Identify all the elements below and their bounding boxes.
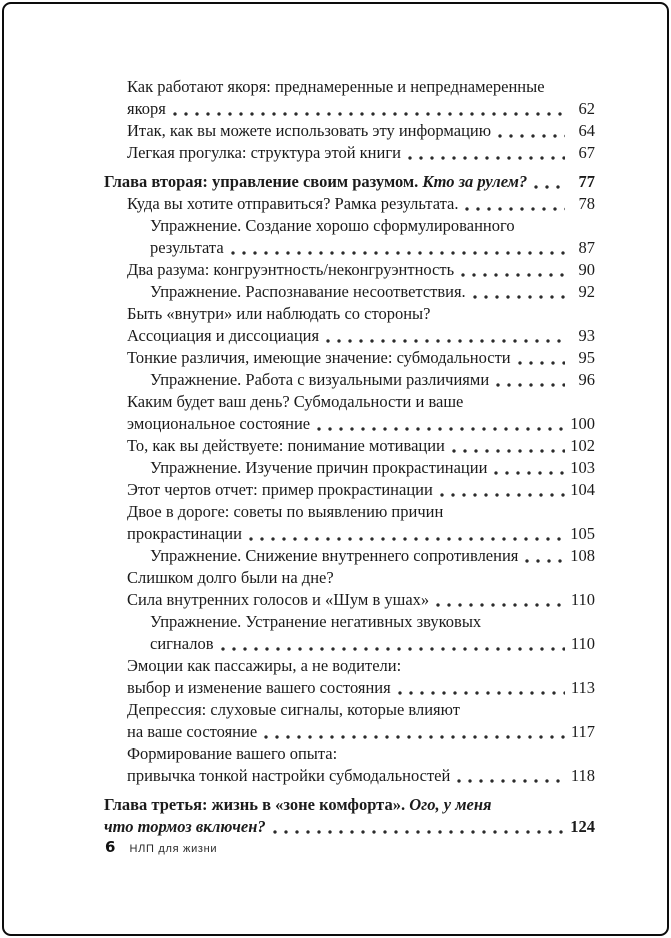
dot-leader bbox=[264, 735, 565, 739]
toc-entry-title: Упражнение. Изучение причин прокрастинации bbox=[150, 458, 488, 477]
page-number: 124 bbox=[570, 817, 595, 836]
toc-entry-title: Быть «внутри» или наблюдать со стороны? bbox=[127, 304, 431, 323]
dot-leader bbox=[317, 427, 565, 431]
toc-entry-title: Как работают якоря: преднамеренные и непреднамеренные bbox=[127, 77, 545, 96]
toc-entry-last-line bbox=[150, 633, 595, 655]
toc-entry bbox=[104, 479, 595, 501]
toc-entry-text-line bbox=[150, 215, 595, 237]
dot-leader bbox=[231, 251, 565, 255]
toc-entry bbox=[104, 76, 595, 120]
dot-leader bbox=[494, 471, 565, 475]
toc-entry-text-line bbox=[127, 501, 595, 523]
toc-entry-title: выбор и изменение вашего состояния bbox=[127, 678, 391, 697]
toc-entry-title: привычка тонкой настройки субмодальностей bbox=[127, 766, 451, 785]
dot-leader bbox=[525, 559, 565, 563]
toc-entry-last-line bbox=[127, 347, 595, 369]
dot-leader bbox=[461, 273, 565, 277]
page-number: 92 bbox=[578, 282, 595, 301]
folio-page-number: 6 bbox=[105, 838, 116, 856]
toc-entry-title: Этот чертов отчет: пример прокрастинации bbox=[127, 480, 433, 499]
page-number: 110 bbox=[570, 590, 595, 609]
toc-entry-title: Итак, как вы можете использовать эту информацию bbox=[127, 121, 492, 140]
toc-entry-last-line bbox=[104, 171, 595, 193]
toc-entry-last-line bbox=[127, 142, 595, 164]
toc-entry-title: Сила внутренних голосов и «Шум в ушах» bbox=[127, 590, 430, 609]
toc-entry-title: Формирование вашего опыта: bbox=[127, 744, 338, 763]
toc-entry-last-line bbox=[150, 281, 595, 303]
dot-leader bbox=[534, 185, 565, 189]
toc-entry bbox=[104, 347, 595, 369]
toc-entry-last-line bbox=[150, 369, 595, 391]
page-number: 90 bbox=[578, 260, 595, 279]
toc-entry-text-line bbox=[150, 611, 595, 633]
toc-entry-title: Депрессия: слуховые сигналы, которые влияют bbox=[127, 700, 460, 719]
page-number: 78 bbox=[578, 194, 595, 213]
toc-entry bbox=[104, 567, 595, 611]
toc-chapter-entry bbox=[104, 171, 595, 193]
toc-entry bbox=[104, 303, 595, 347]
toc-exercise-entry bbox=[104, 281, 595, 303]
toc-entry-title: прокрастинации bbox=[127, 524, 242, 543]
toc-entry bbox=[104, 193, 595, 215]
page-number: 95 bbox=[578, 348, 595, 367]
toc-entry-title: Упражнение. Работа с визуальными различиями bbox=[150, 370, 490, 389]
toc-entry-last-line bbox=[150, 237, 595, 259]
toc-entry-title: эмоциональное состояние bbox=[127, 414, 311, 433]
running-title: НЛП для жизни bbox=[129, 843, 218, 855]
toc-entry-title: Упражнение. Устранение негативных звуковых bbox=[150, 612, 482, 631]
toc-entry-title-italic: Ого, у меня bbox=[409, 795, 492, 814]
toc-entry-title: Эмоции как пассажиры, а не водители: bbox=[127, 656, 402, 675]
page-number: 64 bbox=[578, 121, 595, 140]
dot-leader bbox=[440, 493, 565, 497]
toc-entry-last-line bbox=[127, 589, 595, 611]
toc-entry-last-line bbox=[127, 677, 595, 699]
toc-entry-title: Слишком долго были на дне? bbox=[127, 568, 334, 587]
dot-leader bbox=[452, 449, 565, 453]
toc-entry-last-line bbox=[127, 413, 595, 435]
dot-leader bbox=[173, 112, 565, 116]
toc-entry-title: То, как вы действуете: понимание мотивации bbox=[127, 436, 445, 455]
toc-entry-title: Два разума: конгруэнтность/неконгруэнтность bbox=[127, 260, 455, 279]
toc-exercise-entry bbox=[104, 611, 595, 655]
toc-entry bbox=[104, 743, 595, 787]
toc-entry-title: Глава вторая: управление своим разумом. Кто за рулем? bbox=[104, 172, 528, 191]
dot-leader bbox=[326, 339, 565, 343]
toc-entry-text-line bbox=[127, 303, 595, 325]
toc-entry-last-line bbox=[127, 523, 595, 545]
page-number: 103 bbox=[570, 458, 595, 477]
dot-leader bbox=[518, 361, 565, 365]
page-number: 117 bbox=[570, 722, 595, 741]
toc-entry-last-line bbox=[127, 325, 595, 347]
page-number: 118 bbox=[570, 766, 595, 785]
page-number: 104 bbox=[570, 480, 595, 499]
page-number: 67 bbox=[578, 143, 595, 162]
toc-entry bbox=[104, 699, 595, 743]
toc-exercise-entry bbox=[104, 369, 595, 391]
toc-entry-last-line bbox=[150, 457, 595, 479]
toc-entry bbox=[104, 142, 595, 164]
toc-entry-title: на ваше состояние bbox=[127, 722, 258, 741]
toc-chapter-entry bbox=[104, 794, 595, 838]
toc-entry-title: Упражнение. Распознавание несоответствия. bbox=[150, 282, 466, 301]
toc-entry-last-line bbox=[150, 545, 595, 567]
toc-entry bbox=[104, 435, 595, 457]
toc-entry-text-line bbox=[127, 699, 595, 721]
page-number: 96 bbox=[578, 370, 595, 389]
toc-entry bbox=[104, 391, 595, 435]
toc-entry-last-line bbox=[127, 193, 595, 215]
toc-entry bbox=[104, 259, 595, 281]
toc-entry-title: Легкая прогулка: структура этой книги bbox=[127, 143, 401, 162]
toc-entry-text-line bbox=[127, 76, 595, 98]
toc-exercise-entry bbox=[104, 545, 595, 567]
toc-entry-last-line bbox=[127, 479, 595, 501]
page-number: 105 bbox=[570, 524, 595, 543]
dot-leader bbox=[398, 691, 565, 695]
dot-leader bbox=[498, 134, 565, 138]
page-number: 77 bbox=[578, 172, 595, 191]
toc-entry bbox=[104, 655, 595, 699]
toc-entry-last-line bbox=[127, 120, 595, 142]
toc-entry-title: сигналов bbox=[150, 634, 214, 653]
toc-entry-last-line bbox=[127, 98, 595, 120]
toc-entry-title: Упражнение. Снижение внутреннего сопротивления bbox=[150, 546, 519, 565]
page-number: 113 bbox=[570, 678, 595, 697]
toc-entry-title: Ассоциация и диссоциация bbox=[127, 326, 320, 345]
toc-entry-title bbox=[104, 816, 266, 838]
dot-leader bbox=[273, 830, 565, 834]
toc-entry-title: Куда вы хотите отправиться? Рамка результата. bbox=[127, 194, 459, 213]
dot-leader bbox=[408, 156, 565, 160]
page-number: 100 bbox=[570, 414, 595, 433]
dot-leader bbox=[249, 537, 565, 541]
toc-entry-title: Каким будет ваш день? Субмодальности и ваше bbox=[127, 392, 464, 411]
toc-entry-text-line bbox=[127, 743, 595, 765]
dot-leader bbox=[436, 603, 565, 607]
page-number: 87 bbox=[578, 238, 595, 257]
page-number: 108 bbox=[570, 546, 595, 565]
toc-entry-last-line bbox=[127, 259, 595, 281]
dot-leader bbox=[473, 295, 565, 299]
toc-entry-title-italic: Кто за рулем? bbox=[422, 172, 528, 191]
toc-entry-title: Двое в дороге: советы по выявлению причин bbox=[127, 502, 444, 521]
toc-entry-title: якоря bbox=[127, 99, 166, 118]
page-number: 110 bbox=[570, 634, 595, 653]
toc-entry-title-italic: что тормоз включен? bbox=[104, 817, 266, 836]
toc-entry-text-line bbox=[127, 655, 595, 677]
page-number: 93 bbox=[578, 326, 595, 345]
page-number: 62 bbox=[578, 99, 595, 118]
toc-entry bbox=[104, 501, 595, 545]
toc-entry-last-line bbox=[127, 435, 595, 457]
toc-exercise-entry bbox=[104, 457, 595, 479]
toc-entry-last-line bbox=[127, 721, 595, 743]
toc-entry bbox=[104, 120, 595, 142]
toc-entry-last-line bbox=[127, 765, 595, 787]
toc-entry-text-line bbox=[127, 567, 595, 589]
table-of-contents bbox=[104, 76, 595, 838]
toc-entry-text-line bbox=[127, 391, 595, 413]
toc-entry-title: Глава третья: жизнь в «зоне комфорта». bbox=[104, 795, 410, 814]
toc-entry-last-line bbox=[104, 816, 595, 838]
toc-entry-title: результата bbox=[150, 238, 224, 257]
page-footer bbox=[105, 838, 217, 856]
toc-exercise-entry bbox=[104, 215, 595, 259]
dot-leader bbox=[457, 779, 565, 783]
page-number: 102 bbox=[570, 436, 595, 455]
dot-leader bbox=[465, 207, 565, 211]
toc-entry-title: Тонкие различия, имеющие значение: субмодальности bbox=[127, 348, 511, 367]
dot-leader bbox=[496, 383, 565, 387]
toc-entry-title: Упражнение. Создание хорошо сформулированного bbox=[150, 216, 515, 235]
toc-entry-text-line bbox=[104, 794, 595, 816]
dot-leader bbox=[221, 647, 566, 651]
